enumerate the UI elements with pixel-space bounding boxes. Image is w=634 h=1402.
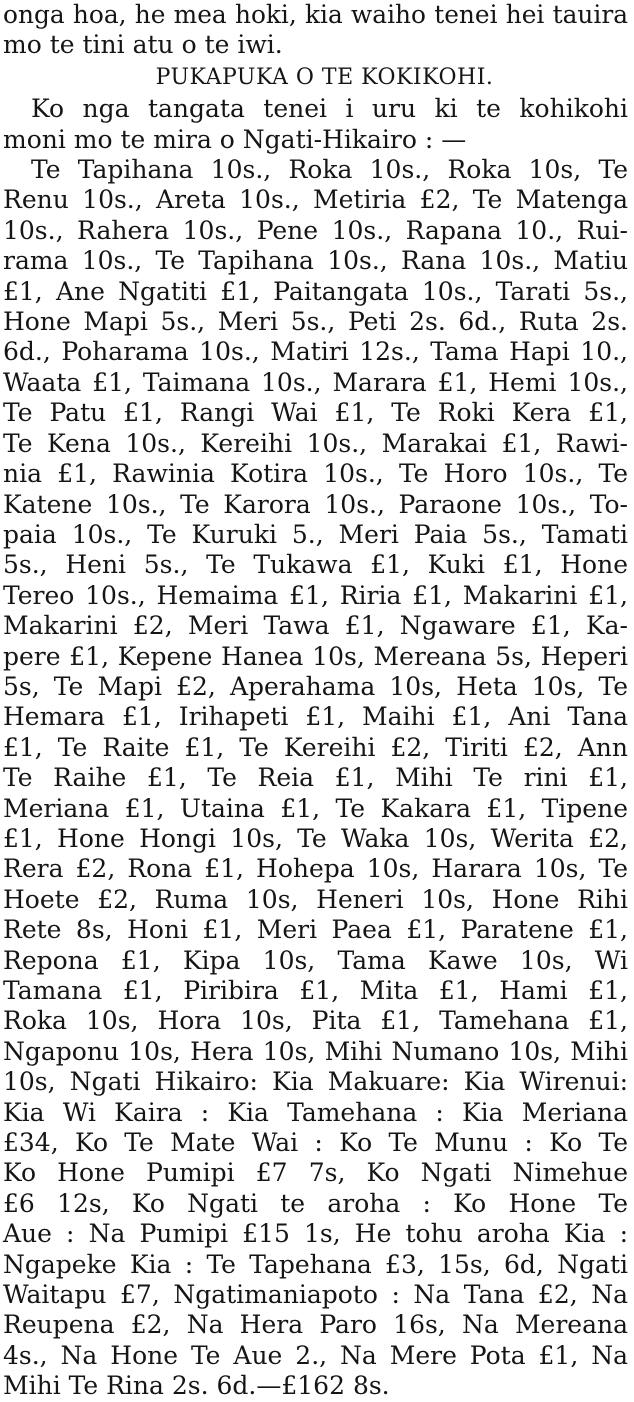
list-line: pere £1, Kepene Hanea 10s, Mereana 5s, Heperi	[3, 641, 628, 671]
intro-line-2: mo te tini atu o te iwi.	[3, 30, 283, 60]
intro-line-1: onga hoa, he mea hoki, kia waiho tenei hei tauira	[3, 0, 628, 29]
list-line: Makarini £2, Meri Tawa £1, Ngaware £1, Ka-	[3, 611, 628, 641]
list-line: Aue : Na Pumipi £15 1s, He tohu aroha Kia :	[3, 1219, 628, 1249]
list-line: 5s., Heni 5s., Te Tukawa £1, Kuki £1, Hone	[3, 550, 628, 580]
list-line: Hemara £1, Irihapeti £1, Maihi £1, Ani Tana	[3, 702, 628, 732]
list-line: 4s., Na Hone Te Aue 2., Na Mere Pota £1, Na	[3, 1340, 628, 1370]
list-line: Waitapu £7, Ngatimaniapoto : Na Tana £2, Na	[3, 1280, 628, 1310]
list-line: rama 10s., Te Tapihana 10s., Rana 10s., Matiu	[3, 246, 628, 276]
intro-paragraph	[3, 0, 628, 61]
list-line: £1, Hone Hongi 10s, Te Waka 10s, Werita £2,	[3, 823, 628, 853]
list-line: 10s, Ngati Hikairo: Kia Makuare: Kia Wirenui:	[3, 1067, 628, 1097]
list-line: £1, Ane Ngatiti £1, Paitangata 10s., Tarati 5s.,	[3, 276, 628, 306]
list-line: 5s, Te Mapi £2, Aperahama 10s, Heta 10s, Te	[3, 671, 628, 701]
list-line: Rera £2, Rona £1, Hohepa 10s, Harara 10s, Te	[3, 854, 628, 884]
list-line: £34, Ko Te Mate Wai : Ko Te Munu : Ko Te	[3, 1128, 628, 1158]
lead-line-1: Ko nga tangata tenei i uru ki te kohikohi	[31, 94, 628, 124]
lead-line-2: moni mo te mira o Ngati-Hikairo : —	[3, 124, 467, 154]
subscriber-list	[3, 155, 628, 1402]
list-line: Ngaponu 10s, Hera 10s, Mihi Numano 10s, Mihi	[3, 1036, 628, 1066]
list-line: Meriana £1, Utaina £1, Te Kakara £1, Tipene	[3, 793, 628, 823]
list-line: Hone Mapi 5s., Meri 5s., Peti 2s. 6d., Ruta 2s.	[3, 307, 628, 337]
list-line: Hoete £2, Ruma 10s, Heneri 10s, Hone Rihi	[3, 884, 628, 914]
list-line: Tereo 10s., Hemaima £1, Riria £1, Makarini £1,	[3, 580, 628, 610]
list-line: Ko Hone Pumipi £7 7s, Ko Ngati Nimehue	[3, 1158, 628, 1188]
list-line: Te Kena 10s., Kereihi 10s., Marakai £1, Rawi-	[3, 428, 628, 458]
list-line: Te Raihe £1, Te Reia £1, Mihi Te rini £1,	[3, 763, 628, 793]
list-line: nia £1, Rawinia Kotira 10s., Te Horo 10s., Te	[3, 459, 628, 489]
list-line: Katene 10s., Te Karora 10s., Paraone 10s., To-	[3, 489, 628, 519]
list-line: £1, Te Raite £1, Te Kereihi £2, Tiriti £2, Ann	[3, 732, 628, 762]
list-line: 6d., Poharama 10s., Matiri 12s., Tama Hapi 10.,	[3, 337, 628, 367]
list-line: Repona £1, Kipa 10s, Tama Kawe 10s, Wi	[3, 945, 628, 975]
list-line: Ngapeke Kia : Te Tapehana £3, 15s, 6d, Ngati	[3, 1249, 628, 1279]
list-line: Renu 10s., Areta 10s., Metiria £2, Te Matenga	[3, 185, 628, 215]
list-line: Roka 10s, Hora 10s, Pita £1, Tamehana £1,	[3, 1006, 628, 1036]
list-line: Waata £1, Taimana 10s., Marara £1, Hemi 10s.,	[3, 367, 628, 397]
list-line: Rete 8s, Honi £1, Meri Paea £1, Paratene £1,	[3, 915, 628, 945]
lead-paragraph	[3, 94, 628, 155]
list-line: Tamana £1, Piribira £1, Mita £1, Hami £1,	[3, 976, 628, 1005]
list-line: Te Patu £1, Rangi Wai £1, Te Roki Kera £1,	[3, 398, 628, 428]
list-line-total: Mihi Te Rina 2s. 6d.—£162 8s.	[3, 1371, 390, 1401]
list-line: Te Tapihana 10s., Roka 10s., Roka 10s, Te	[31, 155, 628, 185]
list-line: £6 12s, Ko Ngati te aroha : Ko Hone Te	[3, 1188, 628, 1218]
list-line: Reupena £2, Na Hera Paro 16s, Na Mereana	[3, 1310, 628, 1340]
list-line: Kia Wi Kaira : Kia Tamehana : Kia Meriana	[3, 1097, 628, 1127]
section-heading: PUKAPUKA O TE KOKIKOHI.	[155, 64, 494, 90]
list-line: paia 10s., Te Kuruki 5., Meri Paia 5s., Tamati	[3, 519, 628, 549]
list-line: 10s., Rahera 10s., Pene 10s., Rapana 10., Rui-	[3, 215, 628, 245]
